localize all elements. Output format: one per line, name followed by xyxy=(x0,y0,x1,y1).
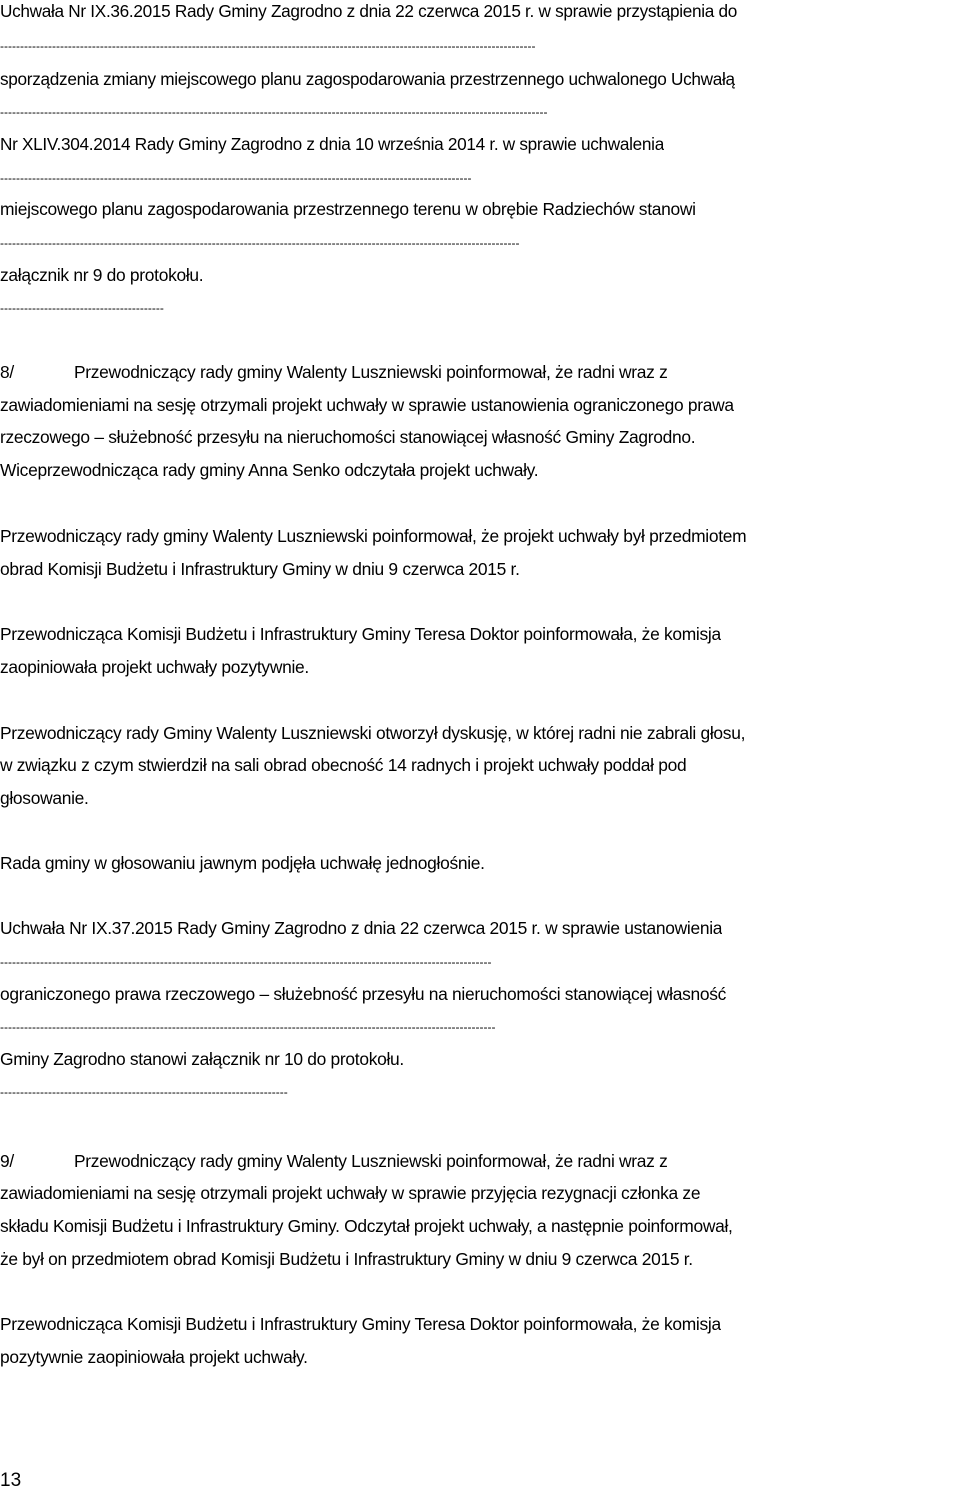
separator-dashes: ---------------------------------------------------------------------------------------------------------------------------------- xyxy=(0,236,520,250)
separator-dashes: ----------------------------------------------------------------------------------------------------------------------------------------- xyxy=(0,105,548,119)
resolution-36-line-5: załącznik nr 9 do protokołu. xyxy=(0,265,204,285)
item-8-para-5: Rada gminy w głosowaniu jawnym podjęła uchwałę jednogłośnie. xyxy=(0,853,485,873)
resolution-36-line-1: Uchwała Nr IX.36.2015 Rady Gminy Zagrodno z dnia 22 czerwca 2015 r. w sprawie przystąpienia do xyxy=(0,1,738,21)
item-8-para-2-line-2: obrad Komisji Budżetu i Infrastruktury Gminy w dniu 9 czerwca 2015 r. xyxy=(0,559,520,579)
item-9-line-3: składu Komisji Budżetu i Infrastruktury Gminy. Odczytał projekt uchwały, a następnie poinformował, xyxy=(0,1216,733,1236)
item-8-para-2-line-1: Przewodniczący rady gminy Walenty Luszniewski poinformował, że projekt uchwały był przedmiotem xyxy=(0,526,747,546)
item-9-number: 9/ xyxy=(0,1151,14,1171)
page-number: 13 xyxy=(0,1470,22,1491)
item-9-line-1: 9/ Przewodniczący rady gminy Walenty Luszniewski poinformował, że radni wraz z xyxy=(0,1151,668,1171)
resolution-37-line-1: Uchwała Nr IX.37.2015 Rady Gminy Zagrodno z dnia 22 czerwca 2015 r. w sprawie ustanowienia xyxy=(0,918,723,938)
item-8-line-4: Wiceprzewodnicząca rady gminy Anna Senko odczytała projekt uchwały. xyxy=(0,460,539,480)
item-8-para-3-line-1: Przewodnicząca Komisji Budżetu i Infrastruktury Gminy Teresa Doktor poinformowała, że komisja xyxy=(0,624,721,644)
item-8-line-2: zawiadomieniami na sesję otrzymali projekt uchwały w sprawie ustanowienia ograniczonego prawa xyxy=(0,395,734,415)
resolution-37-line-2: ograniczonego prawa rzeczowego – służebność przesyłu na nieruchomości stanowiącej własność xyxy=(0,984,727,1004)
resolution-37-line-3: Gminy Zagrodno stanowi załącznik nr 10 do protokołu. xyxy=(0,1049,404,1069)
item-9-para-2-line-2: pozytywnie zaopiniowała projekt uchwały. xyxy=(0,1347,308,1367)
item-8-line-1: 8/ Przewodniczący rady gminy Walenty Luszniewski poinformował, że radni wraz z xyxy=(0,362,668,382)
item-8-number: 8/ xyxy=(0,362,14,382)
item-8-para-3-line-2: zaopiniowała projekt uchwały pozytywnie. xyxy=(0,657,309,677)
resolution-36-line-4: miejscowego planu zagospodarowania przestrzennego terenu w obrębie Radziechów stanowi xyxy=(0,199,696,219)
item-8-line-3: rzeczowego – służebność przesyłu na nieruchomości stanowiącej własność Gminy Zagrodno. xyxy=(0,427,696,447)
separator-dashes: ----------------------------------------- xyxy=(0,301,164,315)
separator-dashes: --------------------------------------------------------------------------------------------------------------------------- xyxy=(0,955,492,969)
item-9-para-2-line-1: Przewodnicząca Komisji Budżetu i Infrastruktury Gminy Teresa Doktor poinformowała, że komisja xyxy=(0,1314,721,1334)
separator-dashes: ------------------------------------------------------------------------ xyxy=(0,1085,288,1099)
separator-dashes: -------------------------------------------------------------------------------------------------------------------------------------- xyxy=(0,39,536,53)
item-9-line-2: zawiadomieniami na sesję otrzymali projekt uchwały w sprawie przyjęcia rezygnacji członka ze xyxy=(0,1183,701,1203)
resolution-36-line-2: sporządzenia zmiany miejscowego planu zagospodarowania przestrzennego uchwalonego Uchwałą xyxy=(0,69,735,89)
separator-dashes: ---------------------------------------------------------------------------------------------------------------------- xyxy=(0,171,472,185)
item-9-line-4: że był on przedmiotem obrad Komisji Budżetu i Infrastruktury Gminy w dniu 9 czerwca 2015 r. xyxy=(0,1249,693,1269)
item-8-para-4-line-1: Przewodniczący rady Gminy Walenty Luszniewski otworzył dyskusję, w której radni nie zabrali głosu, xyxy=(0,723,746,743)
item-8-para-4-line-3: głosowanie. xyxy=(0,788,89,808)
separator-dashes: ---------------------------------------------------------------------------------------------------------------------------- xyxy=(0,1020,496,1034)
resolution-36-line-3: Nr XLIV.304.2014 Rady Gminy Zagrodno z dnia 10 września 2014 r. w sprawie uchwalenia xyxy=(0,134,664,154)
item-8-para-4-line-2: w związku z czym stwierdził na sali obrad obecność 14 radnych i projekt uchwały poddał pod xyxy=(0,755,687,775)
